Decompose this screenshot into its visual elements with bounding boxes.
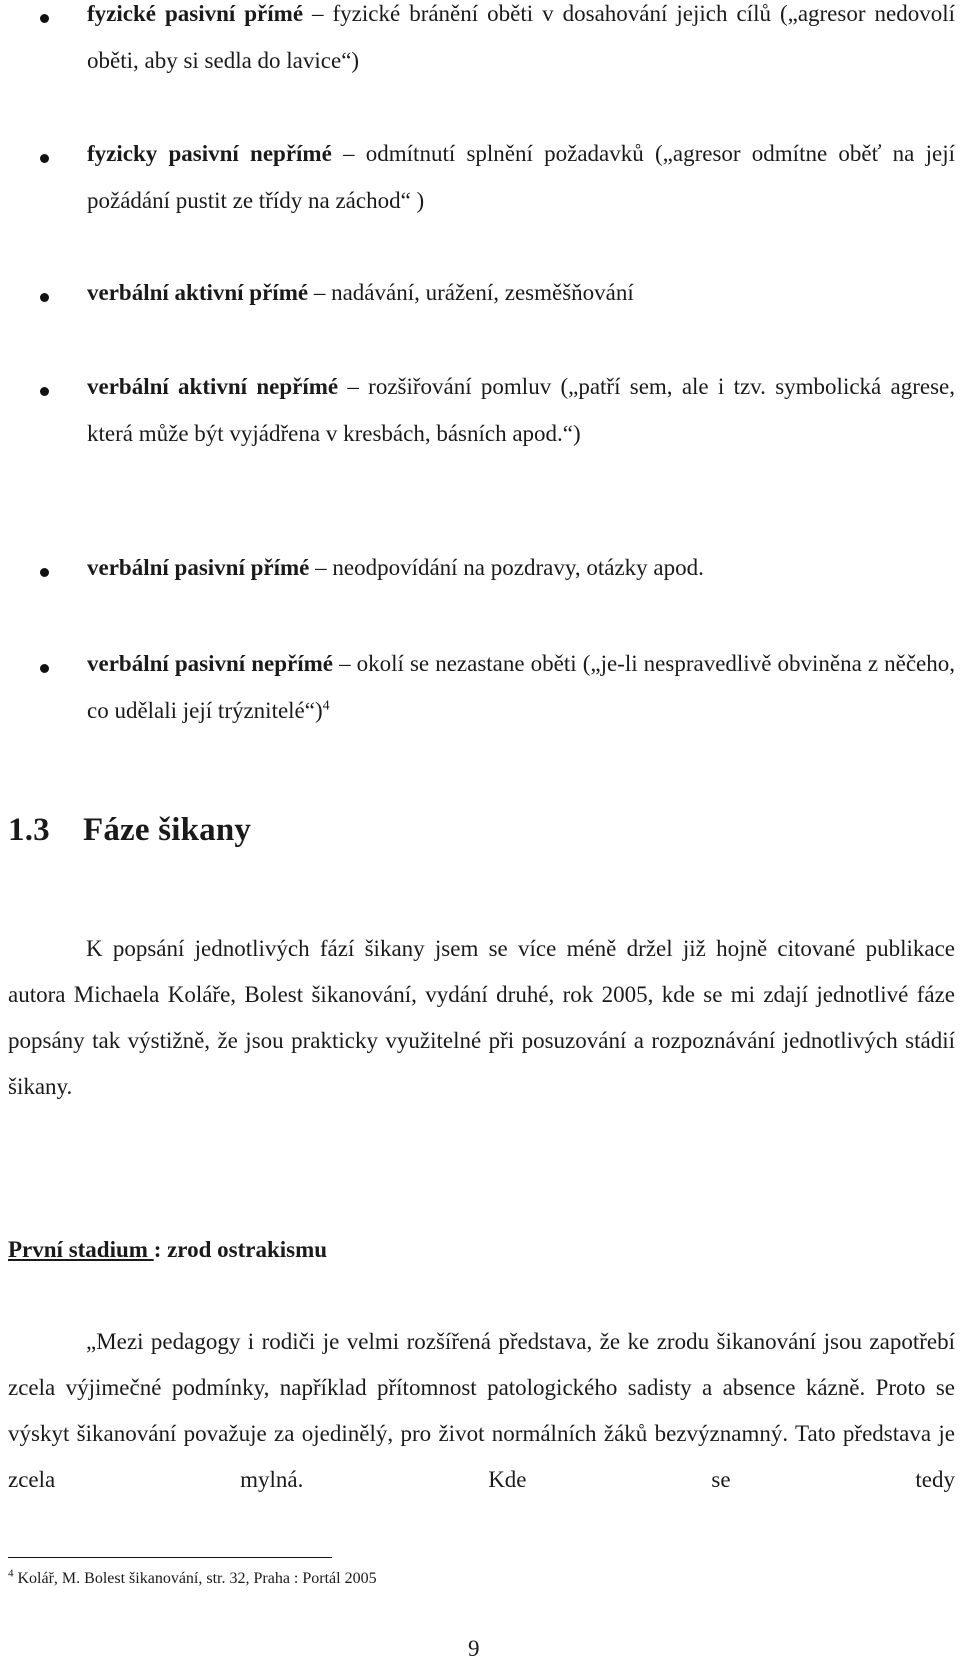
section-title: Fáze šikany (83, 812, 252, 848)
list-item-description: – neodpovídání na pozdravy, otázky apod. (309, 555, 704, 580)
list-item-text (87, 130, 955, 224)
bullet-icon (40, 154, 49, 163)
list-item-term: fyzické pasivní přímé (87, 1, 304, 26)
list-item-term: verbální pasivní přímé (87, 555, 310, 580)
list-item-term: verbální aktivní přímé (87, 280, 309, 305)
list-item-description: – odmítnutí splnění požadavků („agresor odmítne oběť na její požádání pustit ze třídy na záchod“ ) (87, 141, 955, 213)
footnote-reference[interactable]: 4 (322, 698, 330, 714)
list-item-text (87, 363, 955, 457)
list-item-term: verbální aktivní nepřímé (87, 374, 339, 399)
list-item-description: – fyzické bránění oběti v dosahování jejich cílů („agresor nedovolí oběti, aby si sedla do lavice“) (87, 1, 955, 73)
bullet-icon (40, 387, 49, 396)
subsection-heading-rest: : zrod ostrakismu (153, 1237, 328, 1262)
list-item-description: – rozšiřování pomluv („patří sem, ale i tzv. symbolická agrese, která může být vyjádřena v kresbách, básních apod.“) (87, 374, 956, 446)
list-item-text (87, 640, 955, 734)
bullet-icon (40, 664, 49, 673)
list-item-description: – okolí se nezastane oběti („je-li nespravedlivě obviněna z něčeho, co udělali její trýznitelé“) (87, 651, 955, 723)
footnote-divider (8, 1557, 332, 1558)
page-number: 9 (468, 1636, 480, 1661)
subsection-heading-underlined: První stadium (8, 1237, 154, 1262)
list-item-text (87, 544, 955, 591)
footnote (8, 1568, 377, 1590)
list-item-text (87, 0, 955, 84)
list-item-term: verbální pasivní nepřímé (87, 651, 333, 676)
section-number: 1.3 (8, 812, 50, 848)
bullet-icon (40, 14, 49, 23)
list-item-term: fyzicky pasivní nepřímé (87, 141, 332, 166)
intro-paragraph: K popsání jednotlivých fází šikany jsem se více méně držel již hojně citované publikace autora Michaela Koláře, Bolest šikanování, vydání druhé, rok 2005, kde se mi zdají jednotlivé fáze popsány tak výstižně, že jsou prakticky využitelné při posuzování a rozpoznávání jednotlivých stádií šikany. (8, 936, 955, 1099)
quote-paragraph: „Mezi pedagogy i rodiči je velmi rozšířená představa, že ke zrodu šikanování jsou zapotřebí zcela výjimečné podmínky, například přítomnost patologického sadisty a absence kázně. Proto se výskyt šikanování považuje za ojedinělý, pro život normálních žáků bezvýznamný. Tato představa je zcela mylná. Kde se tedy (8, 1329, 955, 1492)
list-item-description: – nadávání, urážení, zesměšňování (308, 280, 634, 305)
bullet-icon (40, 293, 49, 302)
footnote-text: Kolář, M. Bolest šikanování, str. 32, Praha : Portál 2005 (13, 1570, 377, 1587)
bullet-icon (40, 568, 49, 577)
subsection-heading (8, 1230, 327, 1270)
section-heading (8, 805, 251, 855)
list-item-text (87, 269, 955, 316)
footnote-number: 4 (8, 1567, 14, 1580)
